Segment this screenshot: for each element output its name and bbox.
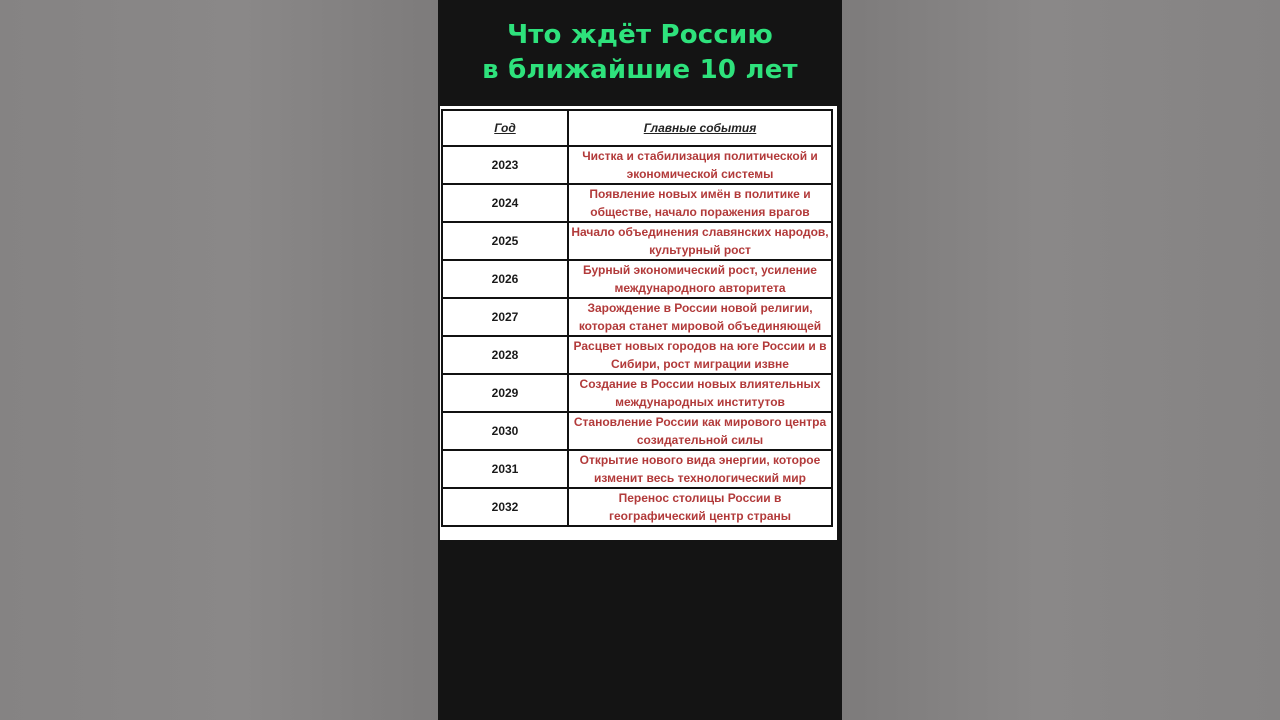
video-frame: [438, 0, 842, 720]
table-sheet: [440, 106, 837, 540]
table-row: [442, 298, 832, 336]
year-cell: 2029: [442, 374, 568, 412]
headline-line-2: в ближайшие 10 лет: [482, 55, 798, 85]
headline-line-1: Что ждёт Россию: [507, 20, 773, 50]
year-cell: 2030: [442, 412, 568, 450]
table-row: [442, 450, 832, 488]
year-cell: 2024: [442, 184, 568, 222]
table-row: [442, 184, 832, 222]
table-row: [442, 260, 832, 298]
year-cell: 2025: [442, 222, 568, 260]
table-row: [442, 336, 832, 374]
event-cell: Появление новых имён в политике и обществе, начало поражения врагов: [568, 184, 832, 222]
table-row: [442, 374, 832, 412]
blurred-background-right: [842, 0, 1280, 720]
table-row: [442, 146, 832, 184]
table-header-row: [442, 110, 832, 146]
video-headline: [438, 18, 842, 88]
table-row: [442, 488, 832, 526]
table-row: [442, 222, 832, 260]
blurred-background-left: [0, 0, 438, 720]
events-table: [441, 109, 833, 527]
event-cell: Открытие нового вида энергии, которое изменит весь технологический мир: [568, 450, 832, 488]
event-cell: Бурный экономический рост, усиление международного авторитета: [568, 260, 832, 298]
event-cell: Становление России как мирового центра созидательной силы: [568, 412, 832, 450]
column-header-events: Главные события: [568, 110, 832, 146]
event-cell: Начало объединения славянских народов, культурный рост: [568, 222, 832, 260]
year-cell: 2027: [442, 298, 568, 336]
year-cell: 2028: [442, 336, 568, 374]
event-cell: Создание в России новых влиятельных международных институтов: [568, 374, 832, 412]
year-cell: 2032: [442, 488, 568, 526]
event-cell: Перенос столицы России в географический центр страны: [568, 488, 832, 526]
table-row: [442, 412, 832, 450]
event-cell: Чистка и стабилизация политической и экономической системы: [568, 146, 832, 184]
column-header-year: Год: [442, 110, 568, 146]
event-cell: Расцвет новых городов на юге России и в Сибири, рост миграции извне: [568, 336, 832, 374]
event-cell: Зарождение в России новой религии, которая станет мировой объединяющей: [568, 298, 832, 336]
year-cell: 2026: [442, 260, 568, 298]
year-cell: 2023: [442, 146, 568, 184]
year-cell: 2031: [442, 450, 568, 488]
